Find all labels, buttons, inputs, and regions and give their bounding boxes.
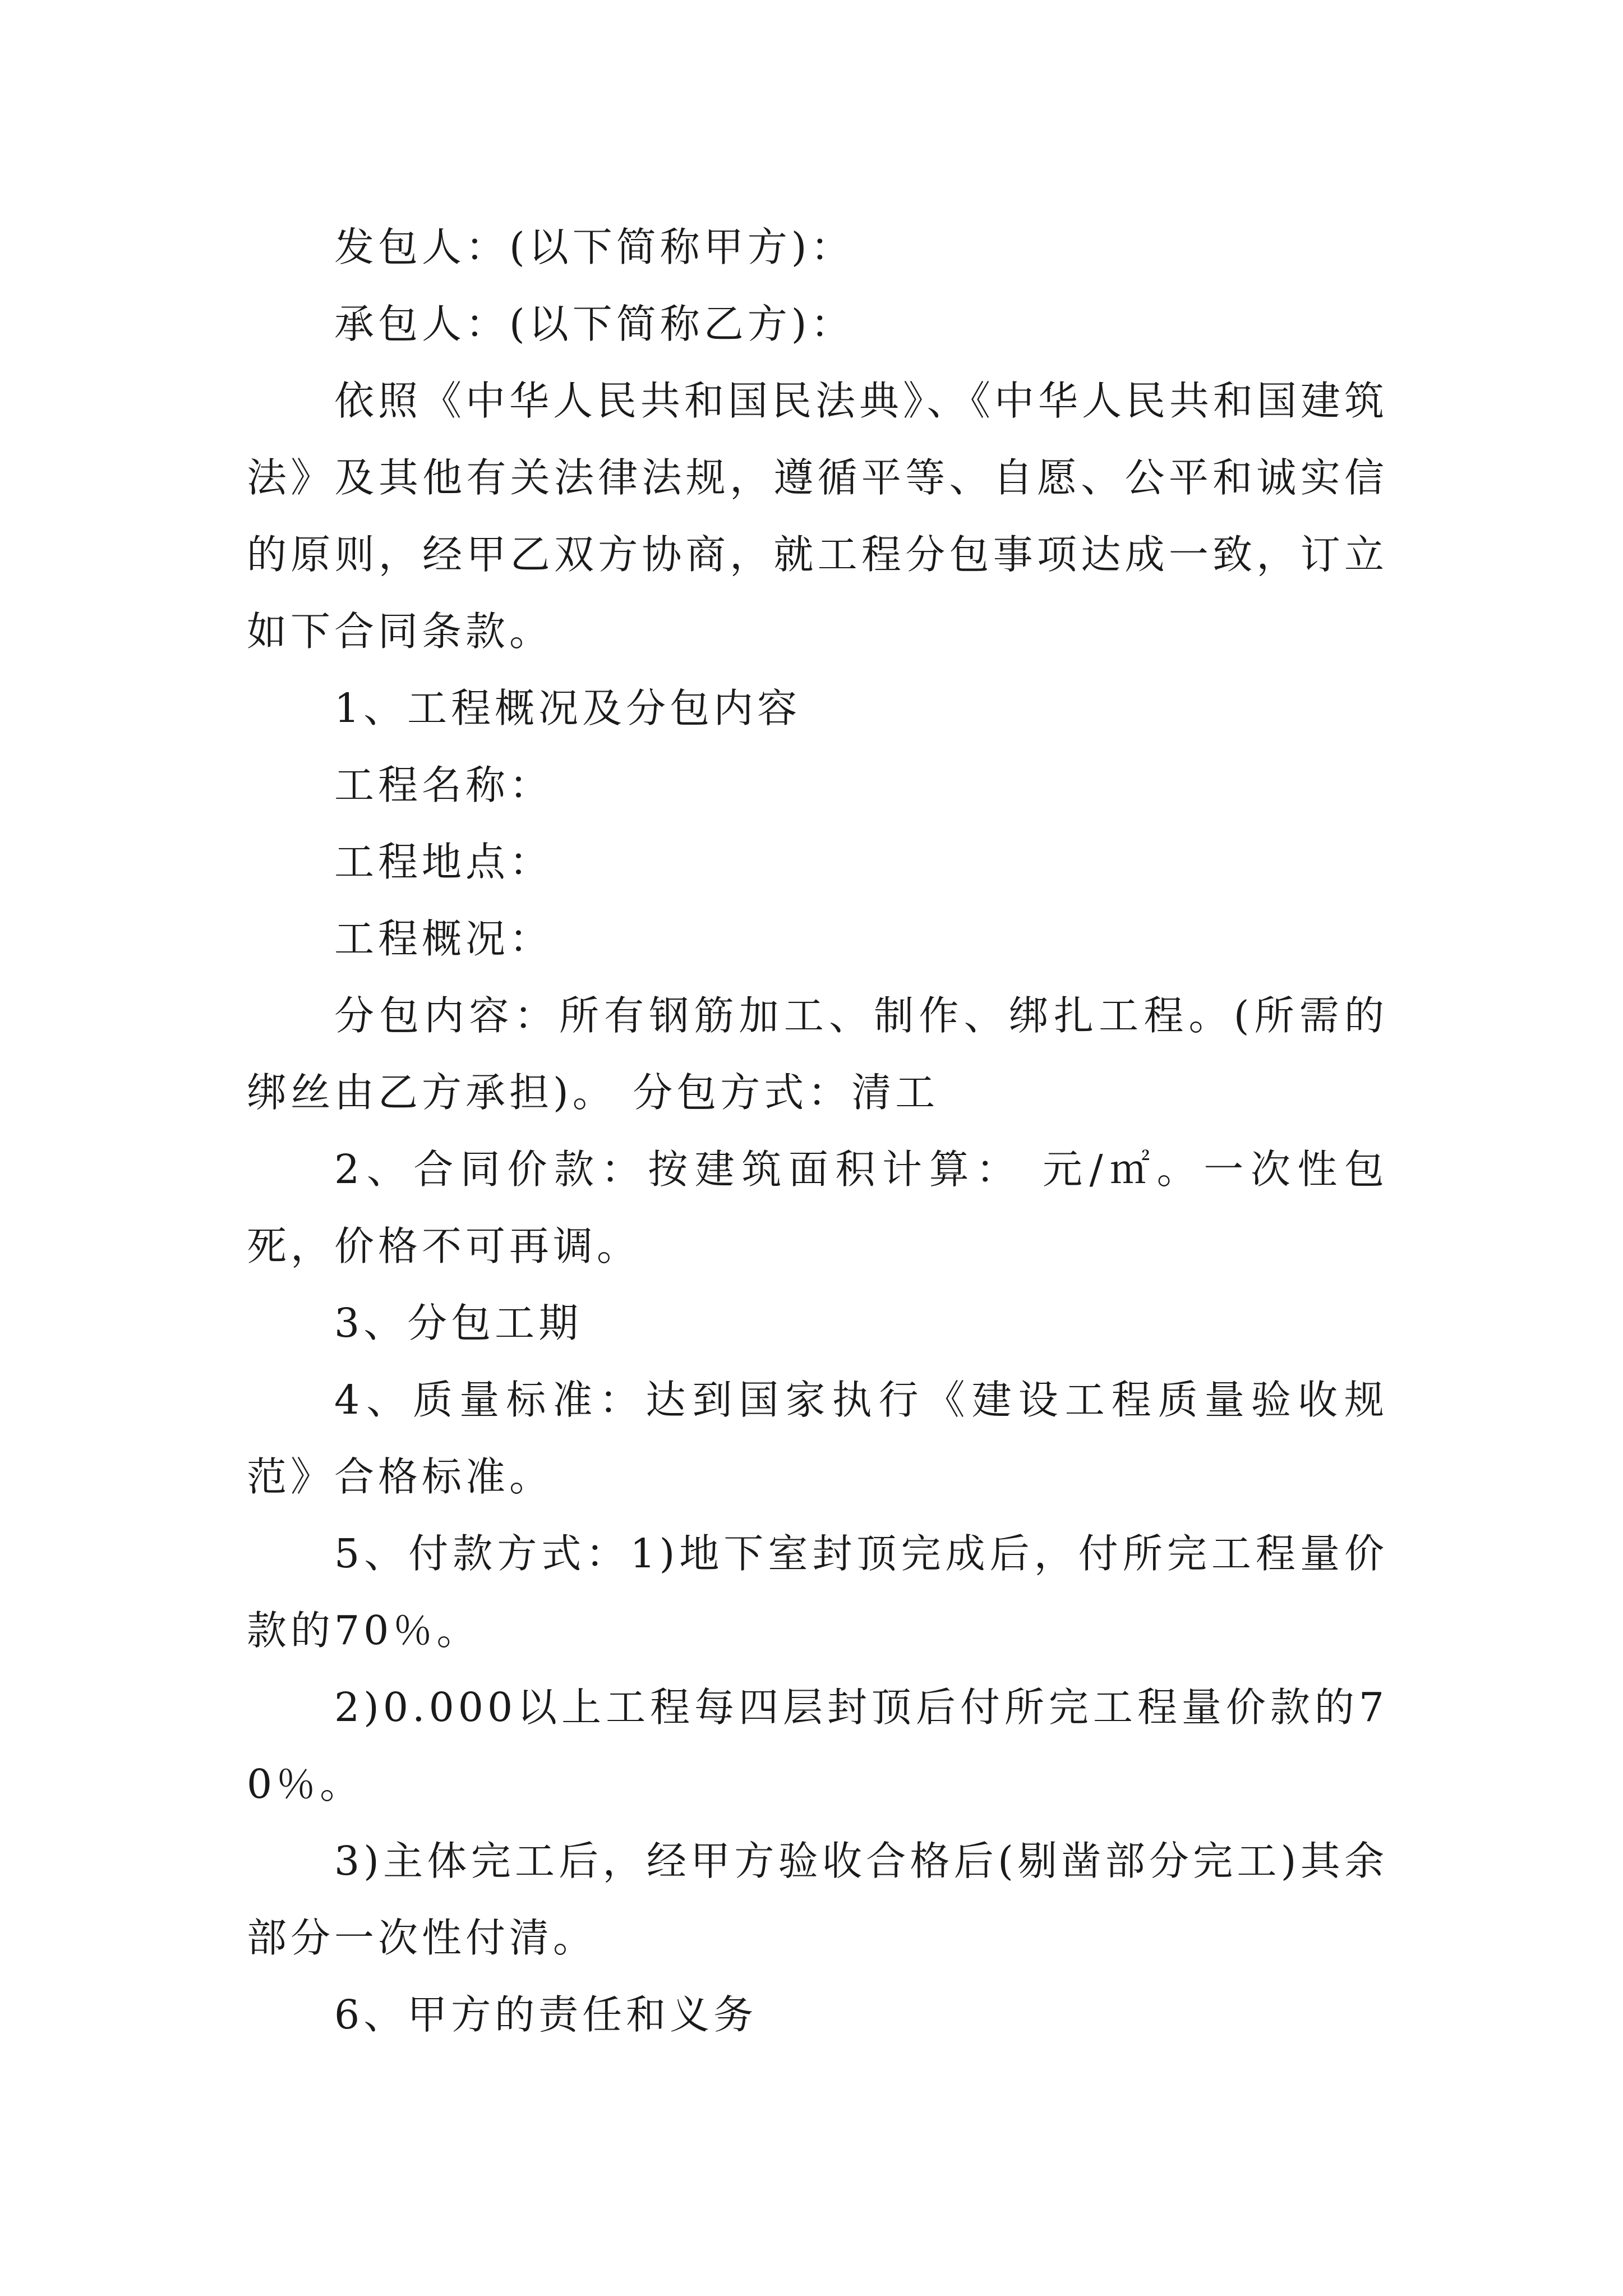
project-overview-line: 工程概况： <box>334 915 554 962</box>
section-1-heading: 1、工程概况及分包内容 <box>334 685 801 731</box>
preamble-paragraph: 依照《中华人民共和国民法典》、《中华人民共和国建筑法》及其他有关法律法规，遵循平等、自愿、公平和诚实信的原则，经甲乙双方协商，就工程分包事项达成一致，订立如下合同条款。 <box>247 378 1389 655</box>
section-4-quality-standard: 4、质量标准：达到国家执行《建设工程质量验收规范》合格标准。 <box>247 1377 1388 1500</box>
document-body <box>247 209 1388 2053</box>
section-2-contract-price: 2、合同价款：按建筑面积计算： 元/㎡。一次性包死，价格不可再调。 <box>247 1146 1388 1269</box>
section-6-heading: 6、甲方的责任和义务 <box>334 1991 758 2038</box>
project-name-line: 工程名称： <box>334 762 554 808</box>
party-b-line: 承包人：(以下简称乙方)： <box>334 301 855 347</box>
project-location-line: 工程地点： <box>334 839 554 885</box>
section-3-duration: 3、分包工期 <box>334 1300 583 1346</box>
subcontract-content-paragraph: 分包内容：所有钢筋加工、制作、绑扎工程。(所需的绑丝由乙方承担)。 分包方式：清工 <box>247 992 1388 1116</box>
section-5-payment-2: 2)0.000以上工程每四层封顶后付所完工程量价款的70％。 <box>247 1684 1388 1807</box>
party-a-line: 发包人：(以下简称甲方)： <box>334 224 855 270</box>
section-5-payment-3: 3)主体完工后，经甲方验收合格后(剔凿部分完工)其余部分一次性付清。 <box>247 1838 1388 1961</box>
section-5-payment-1: 5、付款方式：1)地下室封顶完成后，付所完工程量价款的70％。 <box>247 1530 1388 1654</box>
